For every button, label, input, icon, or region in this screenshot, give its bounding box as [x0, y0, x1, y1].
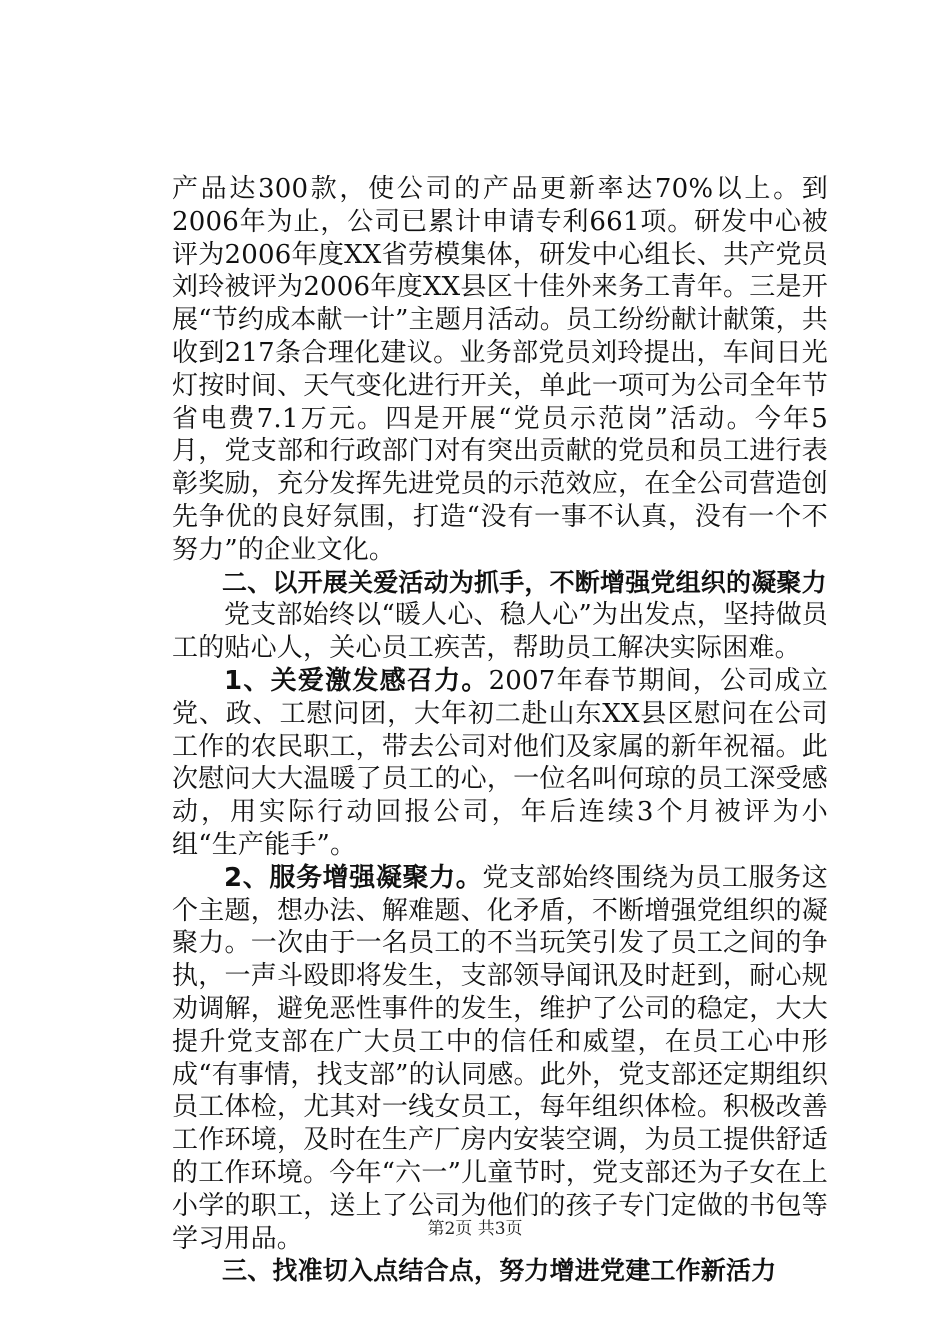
- page-number-footer: 第2页 共3页: [427, 1219, 523, 1239]
- section-heading-3: 三、找准切入点结合点，努力增进党建工作新活力: [222, 1256, 777, 1286]
- paragraph-service-lead: 2、服务增强凝聚力。: [224, 862, 483, 893]
- paragraph-intro: 党支部始终以“暖人心、稳人心”为出发点，坚持做员工的贴心人，关心员工疾苦，帮助员工解决实际困难。: [172, 600, 828, 664]
- document-body: [172, 173, 828, 1288]
- paragraph-service: [172, 862, 828, 1256]
- section-heading-2: 二、以开展关爱活动为抓手，不断增强党组织的凝聚力: [222, 567, 827, 597]
- paragraph-care: [172, 665, 828, 862]
- paragraph-care-text: 2007年春节期间，公司成立党、政、工慰问团，大年初二赴山东XX县区慰问在公司工作的农民职工，带去公司对他们及家属的新年祝福。此次慰问大大温暖了员工的心，一位名叫何琼的员工深受感动，用实际行动回报公司，年后连续3个月被评为小组“生产能手”。: [172, 665, 828, 860]
- paragraph-continued: 产品达300款，使公司的产品更新率达70%以上。到2006年为止，公司已累计申请专利661项。研发中心被评为2006年度XX省劳模集体，研发中心组长、共产党员刘玲被评为2006年度XX县区十佳外来务工青年。三是开展“节约成本献一计”主题月活动。员工纷纷献计献策，共收到217条合理化建议。业务部党员刘玲提出，车间日光灯按时间、天气变化进行开关，单此一项可为公司全年节省电费7.1万元。四是开展“党员示范岗”活动。今年5月，党支部和行政部门对有突出贡献的党员和员工进行表彰奖励，充分发挥先进党员的示范效应，在全公司营造创先争优的良好氛围，打造“没有一事不认真，没有一个不努力”的企业文化。: [172, 174, 828, 565]
- paragraph-care-lead: 1、关爱激发感召力。: [224, 665, 489, 696]
- paragraph-service-text: 党支部始终围绕为员工服务这个主题，想办法、解难题、化矛盾，不断增强党组织的凝聚力。一次由于一名员工的不当玩笑引发了员工之间的争执，一声斗殴即将发生，支部领导闻讯及时赶到，耐心规劝调解，避免恶性事件的发生，维护了公司的稳定，大大提升党支部在广大员工中的信任和威望，在员工心中形成“有事情，找支部”的认同感。此外，党支部还定期组织员工体检，尤其对一线女员工，每年组织体检。积极改善工作环境，及时在生产厂房内安装空调，为员工提供舒适的工作环境。今年“六一”儿童节时，党支部还为子女在上小学的职工，送上了公司为他们的孩子专门定做的书包等学习用品。: [172, 862, 828, 1254]
